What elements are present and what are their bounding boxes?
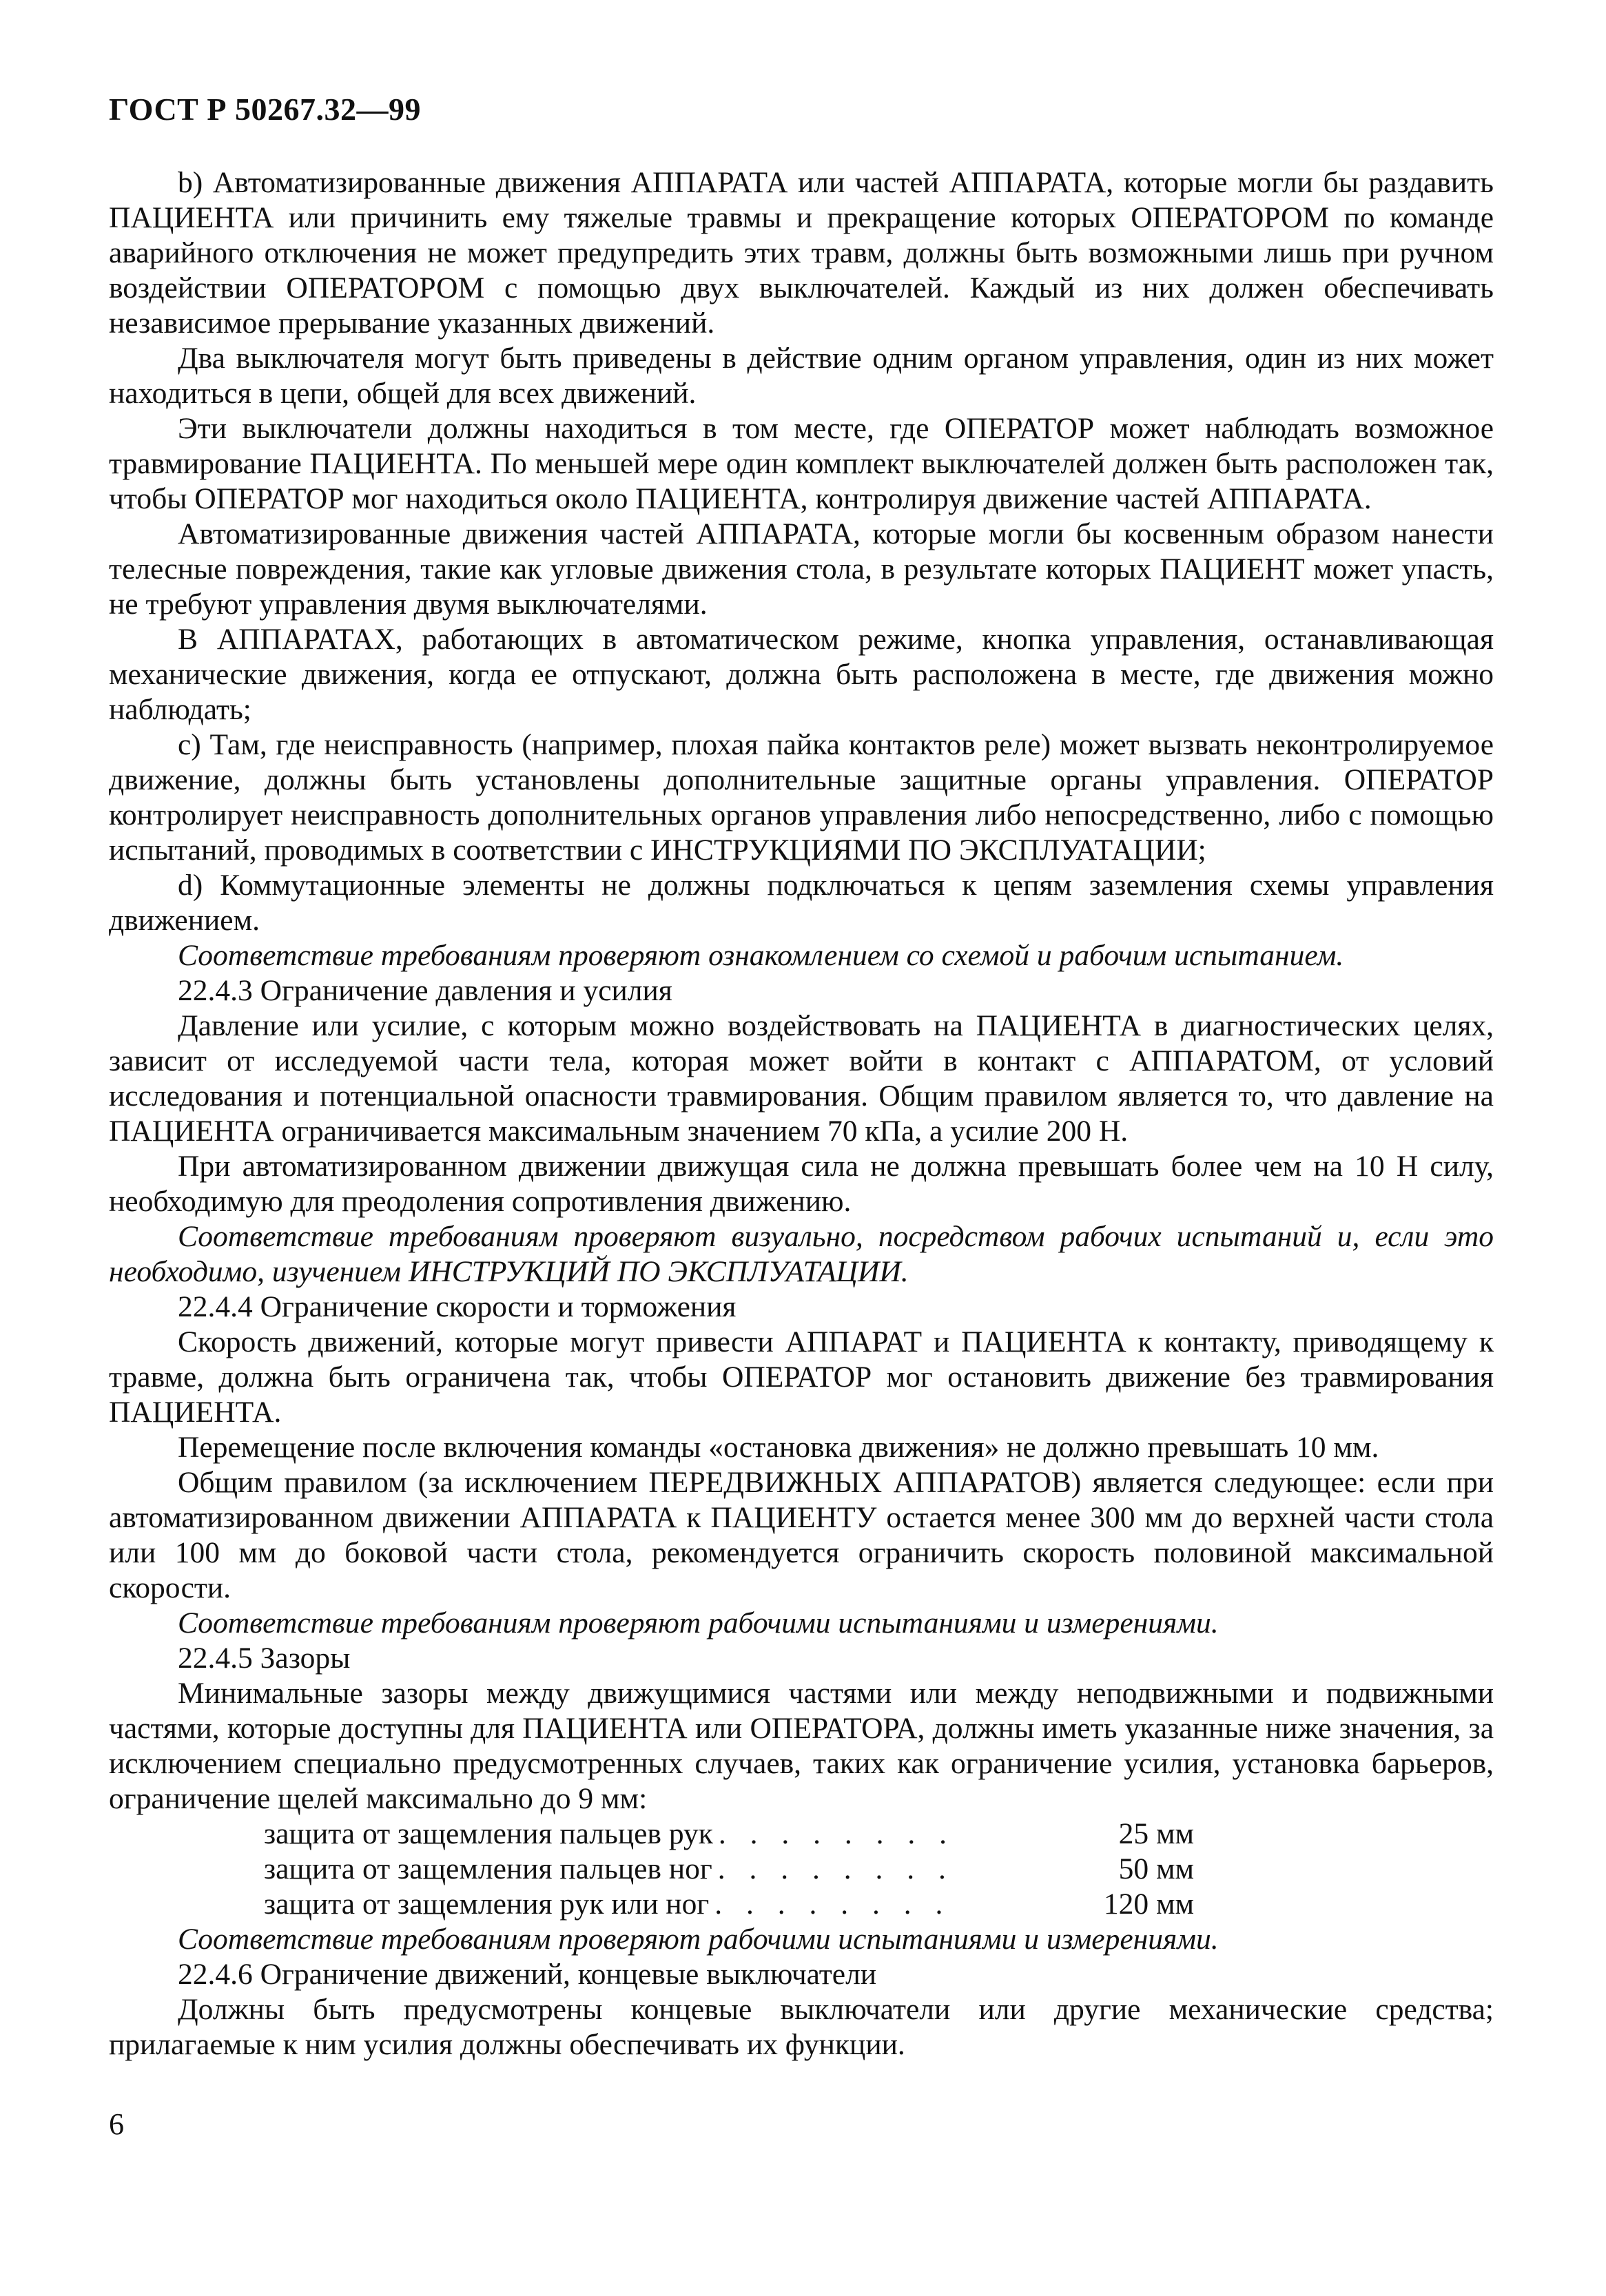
paragraph: В АППАРАТАХ, работающих в автоматическом режиме, кнопка управления, останавливающая механические движения, когда ее отпускают, должна быть расположена в месте, где движения можно наблюдать;: [109, 623, 1494, 726]
section-heading-22-4-3: 22.4.3 Ограничение давления и усилия: [178, 974, 672, 1007]
paragraph: Давление или усилие, с которым можно воздействовать на ПАЦИЕНТА в диагностических целях, зависит от исследуемой части тела, которая может войти в контакт с АППАРАТОМ, от условий исследования и потенциальной опасности травмирования. Общим правилом является то, что давление на ПАЦИЕНТА ограничивается максимальным значением 70 кПа, а усилие 200 Н.: [109, 1009, 1494, 1148]
paragraph-b: b) Автоматизированные движения АППАРАТА или частей АППАРАТА, которые могли бы раздавить ПАЦИЕНТА или причинить ему тяжелые травмы и прекращение которых ОПЕРАТОРОМ по команде аварийного отключения не может предупредить этих травм, должны быть возможными лишь при ручном воздействии ОПЕРАТОРОМ с помощью двух выключателей. Каждый из них должен обеспечивать независимое прерывание указанных движений.: [109, 166, 1494, 340]
clearance-label: защита от защемления рук или ног: [264, 1888, 710, 1921]
leader-dots: . . . . . . . .: [718, 1817, 956, 1850]
paragraph-c: c) Там, где неисправность (например, плохая пайка контактов реле) может вызвать неконтролируемое движение, должны быть установлены дополнительные защитные органы управления. ОПЕРАТОР контролирует неисправность дополнительных органов управления либо непосредственно, либо с помощью испытаний, проводимых в соответствии с ИНСТРУКЦИЯМИ ПО ЭКСПЛУАТАЦИИ;: [109, 728, 1494, 867]
clearance-value: 120 мм: [1103, 1888, 1194, 1921]
compliance-note: Соответствие требованиям проверяют визуально, посредством рабочих испытаний и, если это необходимо, изучением ИНСТРУКЦИЙ ПО ЭКСПЛУАТАЦИИ.: [109, 1220, 1494, 1288]
section-heading-22-4-6: 22.4.6 Ограничение движений, концевые выключатели: [178, 1958, 877, 1991]
paragraph: Скорость движений, которые могут привести АППАРАТ и ПАЦИЕНТА к контакту, приводящему к травме, должна быть ограничена так, чтобы ОПЕРАТОР мог остановить движение без травмирования ПАЦИЕНТА.: [109, 1325, 1494, 1429]
paragraph: При автоматизированном движении движущая сила не должна превышать более чем на 10 Н силу, необходимую для преодоления сопротивления движению.: [109, 1150, 1494, 1218]
paragraph: Эти выключатели должны находиться в том месте, где ОПЕРАТОР может наблюдать возможное травмирование ПАЦИЕНТА. По меньшей мере один комплект выключателей должен быть расположен так, чтобы ОПЕРАТОР мог находиться около ПАЦИЕНТА, контролируя движение частей АППАРАТА.: [109, 412, 1494, 515]
clearance-label: защита от защемления пальцев рук: [264, 1817, 713, 1850]
leader-dots: . . . . . . . .: [717, 1852, 954, 1885]
compliance-note: Соответствие требованиям проверяют рабочими испытаниями и измерениями.: [178, 1923, 1219, 1956]
clearance-list: [109, 1817, 1494, 1922]
paragraph-d: d) Коммутационные элементы не должны подключаться к цепям заземления схемы управления движением.: [109, 869, 1494, 937]
paragraph: Перемещение после включения команды «остановка движения» не должно превышать 10 мм.: [178, 1431, 1379, 1464]
document-body: [109, 165, 1494, 2062]
clearance-label: защита от защемления пальцев ног: [264, 1852, 712, 1885]
paragraph: Два выключателя могут быть приведены в действие одним органом управления, один из них может находиться в цепи, общей для всех движений.: [109, 342, 1494, 410]
compliance-note: Соответствие требованиям проверяют ознакомлением со схемой и рабочим испытанием.: [178, 939, 1344, 972]
clearance-value: 25 мм: [1118, 1817, 1194, 1850]
document-code-header: ГОСТ Р 50267.32—99: [109, 92, 421, 127]
section-heading-22-4-5: 22.4.5 Зазоры: [178, 1642, 351, 1675]
list-item: [264, 1852, 1194, 1887]
paragraph: Должны быть предусмотрены концевые выключатели или другие механические средства; прилагаемые к ним усилия должны обеспечивать их функции.: [109, 1993, 1494, 2061]
page-number: 6: [109, 2107, 124, 2141]
paragraph: Минимальные зазоры между движущимися частями или между неподвижными и подвижными частями, которые доступны для ПАЦИЕНТА или ОПЕРАТОРА, должны иметь указанные ниже значения, за исключением специально предусмотренных случаев, таких как ограничение усилия, установка барьеров, ограничение щелей максимально до 9 мм:: [109, 1677, 1494, 1815]
paragraph: Автоматизированные движения частей АППАРАТА, которые могли бы косвенным образом нанести телесные повреждения, такие как угловые движения стола, в результате которых ПАЦИЕНТ может упасть, не требуют управления двумя выключателями.: [109, 517, 1494, 621]
compliance-note: Соответствие требованиям проверяют рабочими испытаниями и измерениями.: [178, 1606, 1219, 1640]
list-item: [264, 1887, 1194, 1922]
leader-dots: . . . . . . . .: [714, 1888, 951, 1921]
section-heading-22-4-4: 22.4.4 Ограничение скорости и торможения: [178, 1290, 737, 1323]
paragraph: Общим правилом (за исключением ПЕРЕДВИЖНЫХ АППАРАТОВ) является следующее: если при автоматизированном движении АППАРАТА к ПАЦИЕНТУ остается менее 300 мм до верхней части стола или 100 мм до боковой части стола, рекомендуется ограничить скорость половиной максимальной скорости.: [109, 1466, 1494, 1604]
list-item: [264, 1817, 1194, 1852]
clearance-value: 50 мм: [1118, 1852, 1194, 1885]
